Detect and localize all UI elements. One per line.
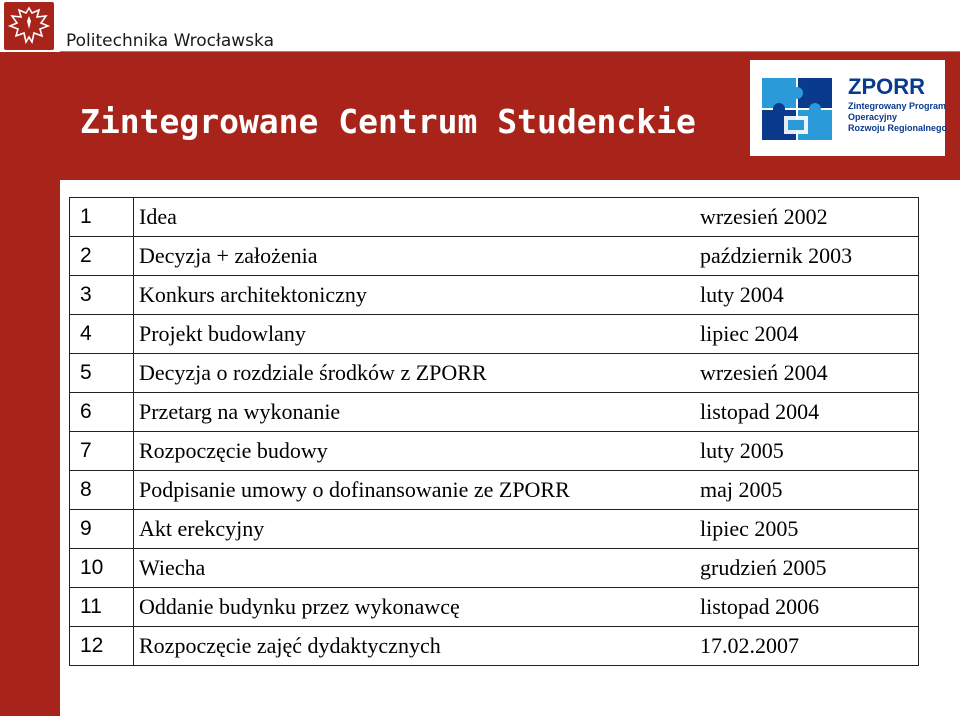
page-title: Zintegrowane Centrum Studenckie — [80, 102, 696, 141]
zporr-name: ZPORR — [848, 74, 925, 99]
event-cell: Przetarg na wykonanie — [134, 393, 676, 432]
row-number: 5 — [70, 354, 134, 393]
row-number: 7 — [70, 432, 134, 471]
date-cell: wrzesień 2002 — [675, 198, 919, 237]
event-cell: Rozpoczęcie budowy — [134, 432, 676, 471]
row-number: 3 — [70, 276, 134, 315]
event-cell: Projekt budowlany — [134, 315, 676, 354]
timeline-table — [69, 197, 919, 666]
event-cell: Konkurs architektoniczny — [134, 276, 676, 315]
left-accent-stripe — [0, 52, 60, 716]
table-row — [70, 198, 919, 237]
row-number: 4 — [70, 315, 134, 354]
row-number: 10 — [70, 549, 134, 588]
table-row — [70, 471, 919, 510]
row-number: 6 — [70, 393, 134, 432]
zporr-subtitle — [848, 101, 947, 134]
row-number: 9 — [70, 510, 134, 549]
row-number: 12 — [70, 627, 134, 666]
table-row — [70, 237, 919, 276]
event-cell: Podpisanie umowy o dofinansowanie ze ZPORR — [134, 471, 676, 510]
event-cell: Wiecha — [134, 549, 676, 588]
zporr-subtitle-line: Rozwoju Regionalnego — [848, 123, 947, 133]
title-banner — [60, 52, 960, 180]
table-row — [70, 588, 919, 627]
zporr-subtitle-line: Zintegrowany Program — [848, 101, 947, 111]
table-row — [70, 510, 919, 549]
row-number: 1 — [70, 198, 134, 237]
table-row — [70, 315, 919, 354]
date-cell: październik 2003 — [675, 237, 919, 276]
event-cell: Decyzja o rozdziale środków z ZPORR — [134, 354, 676, 393]
row-number: 11 — [70, 588, 134, 627]
date-cell: listopad 2004 — [675, 393, 919, 432]
table-row — [70, 432, 919, 471]
zporr-logo — [750, 60, 945, 156]
date-cell: grudzień 2005 — [675, 549, 919, 588]
table-row — [70, 549, 919, 588]
date-cell: lipiec 2005 — [675, 510, 919, 549]
university-name: Politechnika Wrocławska — [66, 31, 274, 51]
date-cell: 17.02.2007 — [675, 627, 919, 666]
timeline-table-body — [70, 198, 919, 666]
date-cell: lipiec 2004 — [675, 315, 919, 354]
row-number: 2 — [70, 237, 134, 276]
table-row — [70, 354, 919, 393]
university-logo — [0, 0, 320, 52]
eagle-emblem-icon — [4, 2, 54, 50]
date-cell: listopad 2006 — [675, 588, 919, 627]
event-cell: Idea — [134, 198, 676, 237]
puzzle-logo-icon — [760, 72, 840, 144]
date-cell: maj 2005 — [675, 471, 919, 510]
date-cell: wrzesień 2004 — [675, 354, 919, 393]
date-cell: luty 2005 — [675, 432, 919, 471]
event-cell: Akt erekcyjny — [134, 510, 676, 549]
table-row — [70, 393, 919, 432]
table-row — [70, 276, 919, 315]
event-cell: Rozpoczęcie zajęć dydaktycznych — [134, 627, 676, 666]
zporr-subtitle-line: Operacyjny — [848, 112, 898, 122]
event-cell: Oddanie budynku przez wykonawcę — [134, 588, 676, 627]
table-row — [70, 627, 919, 666]
row-number: 8 — [70, 471, 134, 510]
date-cell: luty 2004 — [675, 276, 919, 315]
event-cell: Decyzja + założenia — [134, 237, 676, 276]
